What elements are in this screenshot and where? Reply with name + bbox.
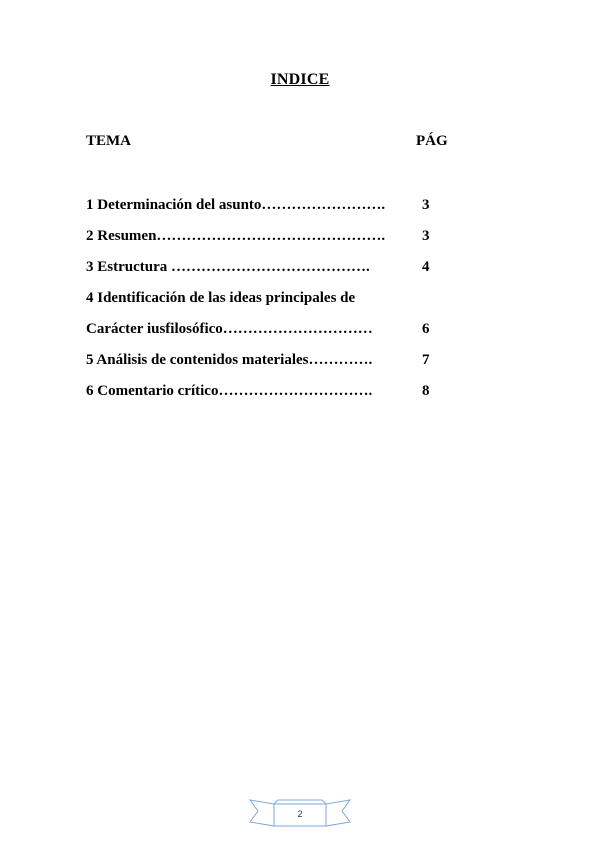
- toc-entry-text: 5 Análisis de contenidos materiales………….: [86, 352, 373, 368]
- toc-entry: [86, 257, 446, 288]
- page-number-banner: [248, 796, 352, 830]
- page-column-header: PÁG: [416, 133, 448, 149]
- toc-entry-page: 6: [422, 321, 430, 337]
- toc-entry-text: Carácter iusfilosófico…………………………: [86, 321, 373, 337]
- toc-entry-text: 1 Determinación del asunto…………………….: [86, 197, 386, 213]
- toc-entry: [86, 226, 446, 257]
- toc-entry-text: 4 Identificación de las ideas principales de: [86, 290, 356, 306]
- toc-entry-text: 6 Comentario crítico………………………….: [86, 383, 373, 399]
- page-title: INDICE: [270, 71, 330, 88]
- toc-entry-page: 3: [422, 197, 430, 213]
- toc-entry-page: 4: [422, 259, 430, 275]
- toc-entry: [86, 319, 446, 350]
- toc-entry: [86, 195, 446, 226]
- toc-entry-page: 3: [422, 228, 430, 244]
- toc-entry-page: 8: [422, 383, 430, 399]
- topic-column-header: TEMA: [86, 133, 131, 149]
- toc-entry-text: 2 Resumen……………………………………….: [86, 228, 386, 244]
- page-number: 2: [297, 809, 303, 819]
- toc-entry: [86, 350, 446, 381]
- table-of-contents: [86, 195, 446, 412]
- toc-entry-text: 3 Estructura ………………………………….: [86, 259, 370, 275]
- toc-header: [86, 133, 456, 153]
- toc-entry: [86, 288, 446, 319]
- toc-entry: [86, 381, 446, 412]
- toc-entry-page: 7: [422, 352, 430, 368]
